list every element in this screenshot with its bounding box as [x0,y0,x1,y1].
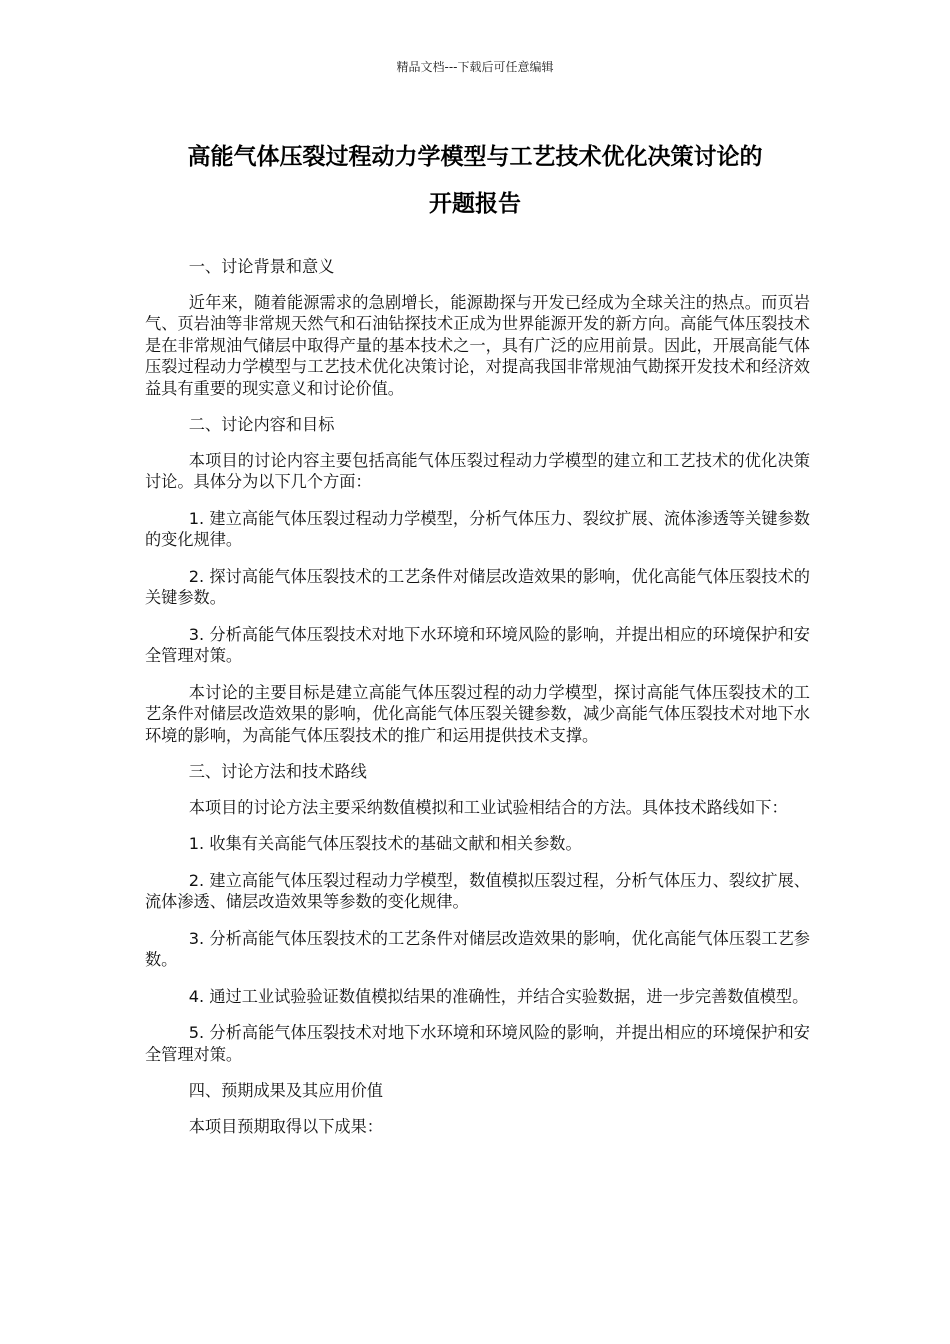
list-item: 2. 建立高能气体压裂过程动力学模型，数值模拟压裂过程，分析气体压力、裂纹扩展、流体渗透、储层改造效果等参数的变化规律。 [145,870,810,911]
document-title [140,134,810,228]
list-item: 3. 分析高能气体压裂技术对地下水环境和环境风险的影响，并提出相应的环境保护和安全管理对策。 [145,624,810,665]
list-item: 3. 分析高能气体压裂技术的工艺条件对储层改造效果的影响，优化高能气体压裂工艺参数。 [145,928,810,969]
paragraph-goals: 本讨论的主要目标是建立高能气体压裂过程的动力学模型，探讨高能气体压裂技术的工艺条件对储层改造效果的影响，优化高能气体压裂关键参数，减少高能气体压裂技术对地下水环境的影响，为高能气体压裂技术的推广和运用提供技术支撑。 [145,682,810,745]
document-body [145,256,810,1152]
section-heading-2: 二、讨论内容和目标 [188,415,335,434]
list-item: 5. 分析高能气体压裂技术对地下水环境和环境风险的影响，并提出相应的环境保护和安全管理对策。 [145,1023,810,1064]
section-heading-4: 四、预期成果及其应用价值 [188,1081,383,1100]
title-line-1: 高能气体压裂过程动力学模型与工艺技术优化决策讨论的 [187,144,763,170]
list-item: 1. 建立高能气体压裂过程动力学模型，分析气体压力、裂纹扩展、流体渗透等关键参数的变化规律。 [145,508,810,549]
header-note: 精品文档---下载后可任意编辑 [396,60,554,74]
title-line-2: 开题报告 [429,191,521,217]
section-heading-1: 一、讨论背景和意义 [188,257,335,276]
list-item: 4. 通过工业试验验证数值模拟结果的准确性，并结合实验数据，进一步完善数值模型。 [188,986,809,1006]
paragraph-background: 近年来，随着能源需求的急剧增长，能源勘探与开发已经成为全球关注的热点。而页岩气、页岩油等非常规天然气和石油钻探技术正成为世界能源开发的新方向。高能气体压裂技术是在非常规油气储层中取得产量的基本技术之一，具有广泛的应用前景。因此，开展高能气体压裂过程动力学模型与工艺技术优化决策讨论，对提高我国非常规油气勘探开发技术和经济效益具有重要的现实意义和讨论价值。 [145,292,810,398]
list-item: 1. 收集有关高能气体压裂技术的基础文献和相关参数。 [188,834,582,853]
section-heading-3: 三、讨论方法和技术路线 [188,762,367,781]
paragraph-methods-intro: 本项目的讨论方法主要采纳数值模拟和工业试验相结合的方法。具体技术路线如下： [188,797,788,817]
list-item: 2. 探讨高能气体压裂技术的工艺条件对储层改造效果的影响，优化高能气体压裂技术的关键参数。 [145,566,810,607]
paragraph-content-intro: 本项目的讨论内容主要包括高能气体压裂过程动力学模型的建立和工艺技术的优化决策讨论。具体分为以下几个方面： [145,450,810,491]
paragraph-outcomes-intro: 本项目预期取得以下成果： [188,1116,383,1136]
